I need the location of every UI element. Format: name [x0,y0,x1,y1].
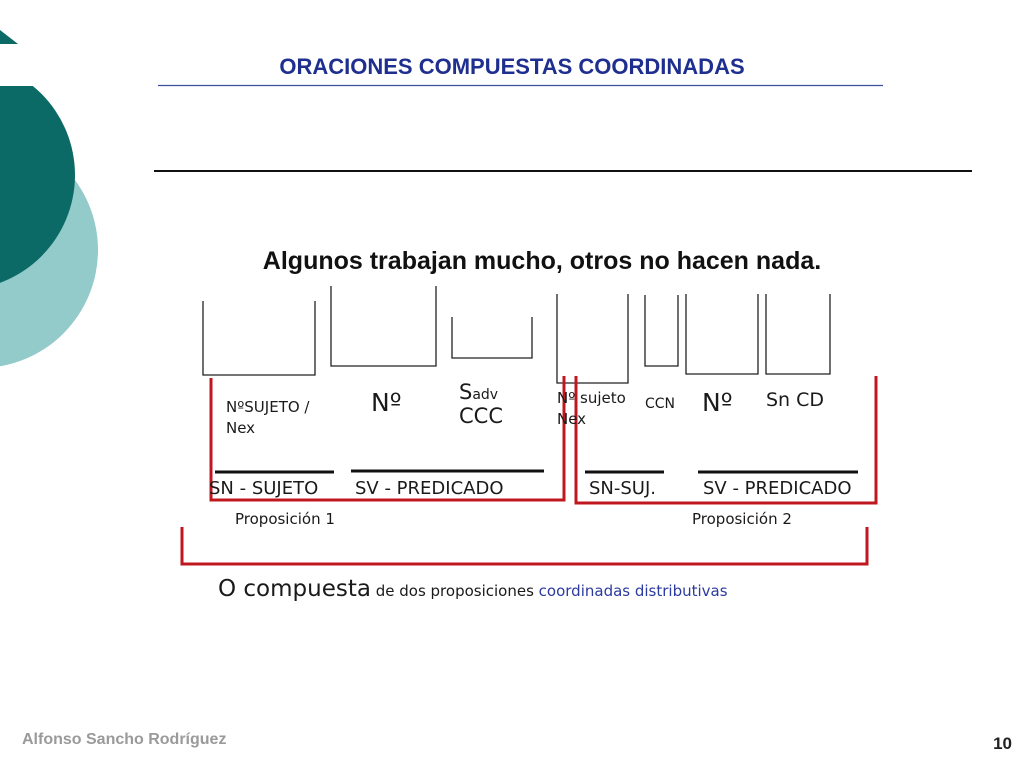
word-brackets [203,286,830,383]
label-sn-cd: Sn CD [766,389,825,411]
proposition-1-label: Proposición 1 [235,510,335,528]
label-sadv-ccc: Sadv CCC [459,380,503,428]
diagram-caption: O compuesta de dos proposiciones coordinadas distributivas [218,576,728,602]
phrase-sn-sujeto: SN - SUJETO [209,478,319,499]
bracket-otros [557,294,628,383]
author-footer: Alfonso Sancho Rodríguez [22,731,227,748]
phrase-sv-predicado-1: SV - PREDICADO [355,478,504,499]
proposition-2-label: Proposición 2 [692,510,792,528]
label-nucleo-1: Nº [371,388,402,417]
label-nucleo-sujeto: NºSUJETO / Nex [226,398,310,437]
phrase-underlines [215,471,858,472]
compound-bracket [182,527,867,564]
bracket-hacen [686,294,758,374]
bracket-mucho [452,317,532,358]
bracket-no [645,295,678,366]
label-nucleo-sujeto-2: Nº sujeto Nex [557,389,626,428]
bracket-trabajan [331,286,436,366]
example-sentence: Algunos trabajan mucho, otros no hacen nada. [262,247,822,275]
phrase-sn-suj: SN-SUJ. [589,478,657,499]
bracket-nada [766,294,830,374]
label-nucleo-2: Nº [702,388,733,417]
bracket-algunos [203,301,315,375]
page-title: ORACIONES COMPUESTAS COORDINADAS [279,54,745,79]
phrase-sv-predicado-2: SV - PREDICADO [703,478,852,499]
page-number: 10 [993,734,1012,753]
label-ccn: CCN [645,396,676,412]
